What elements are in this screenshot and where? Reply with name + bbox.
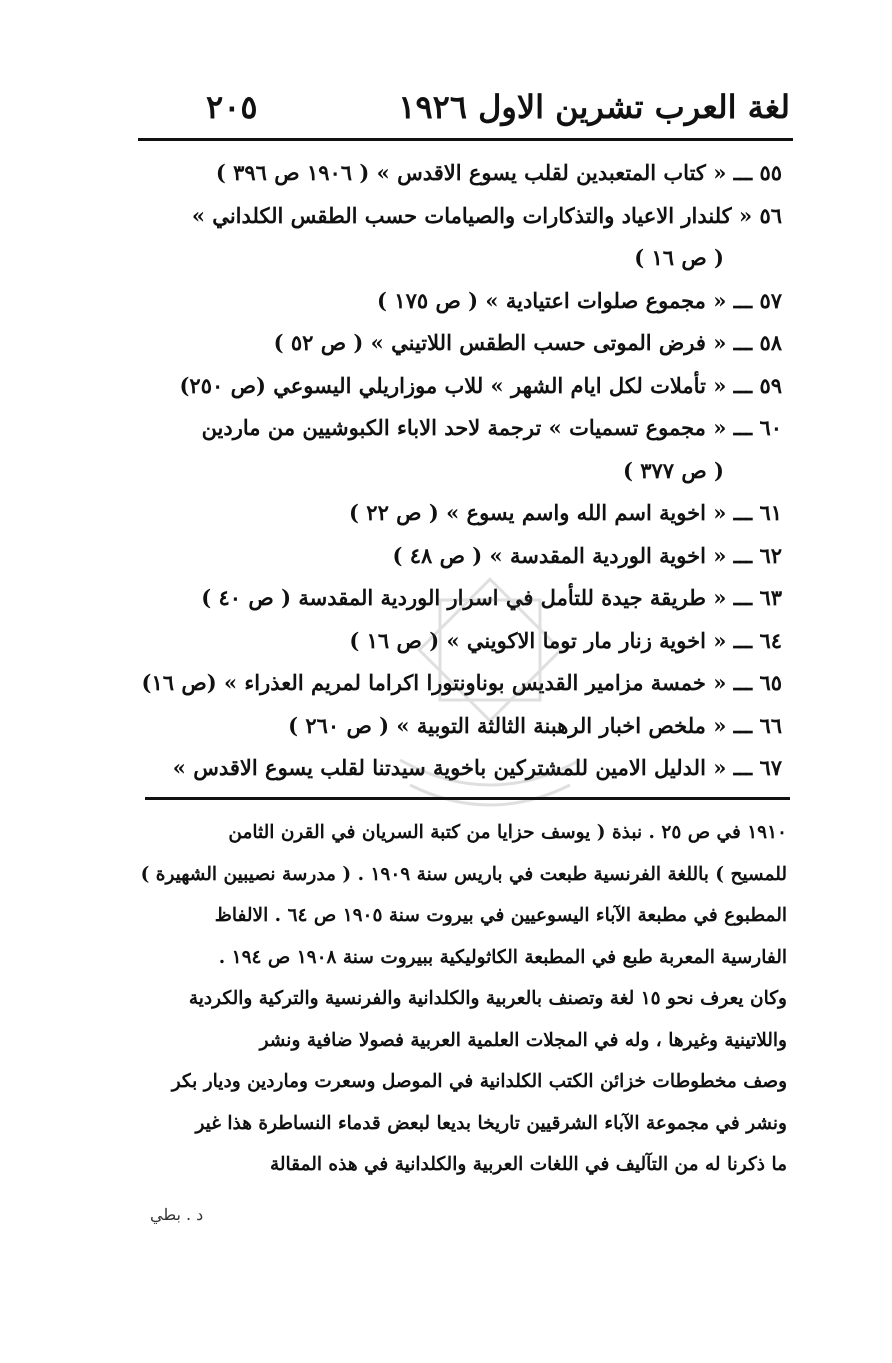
footnote-rule <box>145 797 790 800</box>
list-item: ٥٧ ـــ « مجموع صلوات اعتيادية » ( ص ١٧٥ ) <box>377 287 782 313</box>
page-number: ٢٠٥ <box>206 88 258 126</box>
footnote-line: الفارسية المعربة طبع في المطبعة الكاثوليكية ببيروت سنة ١٩٠٨ ص ١٩٤ . <box>218 946 787 968</box>
list-item: ٦٢ ـــ « اخوية الوردية المقدسة » ( ص ٤٨ ) <box>392 542 782 568</box>
footnote-line: للمسيح ) باللغة الفرنسية طبعت في باريس سنة ١٩٠٩ . ( مدرسة نصيبين الشهيرة ) <box>140 863 787 885</box>
list-item: ٦٦ ـــ « ملخص اخبار الرهبنة الثالثة التوبية » ( ص ٢٦٠ ) <box>288 712 782 738</box>
footnote-line: ونشر في مجموعة الآباء الشرقيين تاريخا بديعا لبعض قدماء النساطرة هذا غير <box>195 1112 787 1134</box>
list-item-continuation: ( ص ٣٧٧ ) <box>622 457 724 483</box>
list-item: ٦١ ـــ « اخوية اسم الله واسم يسوع » ( ص ٢٢ ) <box>349 500 782 525</box>
footnote-line: وكان يعرف نحو ١٥ لغة وتصنف بالعربية والكلدانية والفرنسية والتركية والكردية <box>188 988 787 1009</box>
footnote-line: ما ذكرنا له من التآليف في اللغات العربية والكلدانية في هذه المقالة <box>269 1154 787 1175</box>
list-item: ٦٤ ـــ « اخوية زنار مار توما الاكويني » ( ص ١٦ ) <box>349 627 782 653</box>
author-signature: د . بطي <box>150 1205 204 1224</box>
footnote-line: وصف مخطوطات خزائن الكتب الكلدانية في الموصل وسعرت وماردين وديار بكر <box>171 1071 787 1092</box>
list-item: ٦٣ ـــ « طريقة جيدة للتأمل في اسرار الوردية المقدسة ( ص ٤٠ ) <box>201 585 782 610</box>
list-item: ٥٨ ـــ « فرض الموتى حسب الطقس اللاتيني » ( ص ٥٢ ) <box>273 330 782 355</box>
page-header <box>150 88 790 132</box>
library-watermark <box>380 560 600 820</box>
list-item: ٦٠ ـــ « مجموع تسميات » ترجمة لاحد الاباء الكبوشيين من ماردين <box>201 415 782 440</box>
footnote-line: المطبوع في مطبعة الآباء اليسوعيين في بيروت سنة ١٩٠٥ ص ٦٤ . الالفاظ <box>214 905 787 926</box>
list-item: ٥٥ ـــ « كتاب المتعبدين لقلب يسوع الاقدس » ( ١٩٠٦ ص ٣٩٦ ) <box>215 160 782 185</box>
footnote-line: ١٩١٠ في ص ٢٥ . نبذة ( يوسف حزايا من كتبة السريان في القرن الثامن <box>228 822 787 843</box>
list-item: ٦٧ ـــ « الدليل الامين للمشتركين باخوية سيدتنا لقلب يسوع الاقدس » <box>172 755 782 780</box>
list-item: ٥٩ ـــ « تأملات لكل ايام الشهر » للاب موزاريلي اليسوعي (ص ٢٥٠) <box>179 372 782 398</box>
list-item: ٥٦ « كلندار الاعياد والتذكارات والصيامات حسب الطقس الكلداني » <box>191 202 782 228</box>
running-title: لغة العرب تشرين الاول ١٩٢٦ <box>398 88 790 126</box>
list-item-continuation: ( ص ١٦ ) <box>634 245 724 270</box>
list-item: ٦٥ ـــ « خمسة مزامير القديس بوناونتورا اكراما لمريم العذراء » (ص ١٦) <box>141 670 782 695</box>
footnote-line: واللاتينية وغيرها ، وله في المجلات العلمية العربية فصولا ضافية ونشر <box>259 1029 787 1051</box>
header-rule <box>138 138 793 141</box>
footnote-text <box>132 812 787 1186</box>
